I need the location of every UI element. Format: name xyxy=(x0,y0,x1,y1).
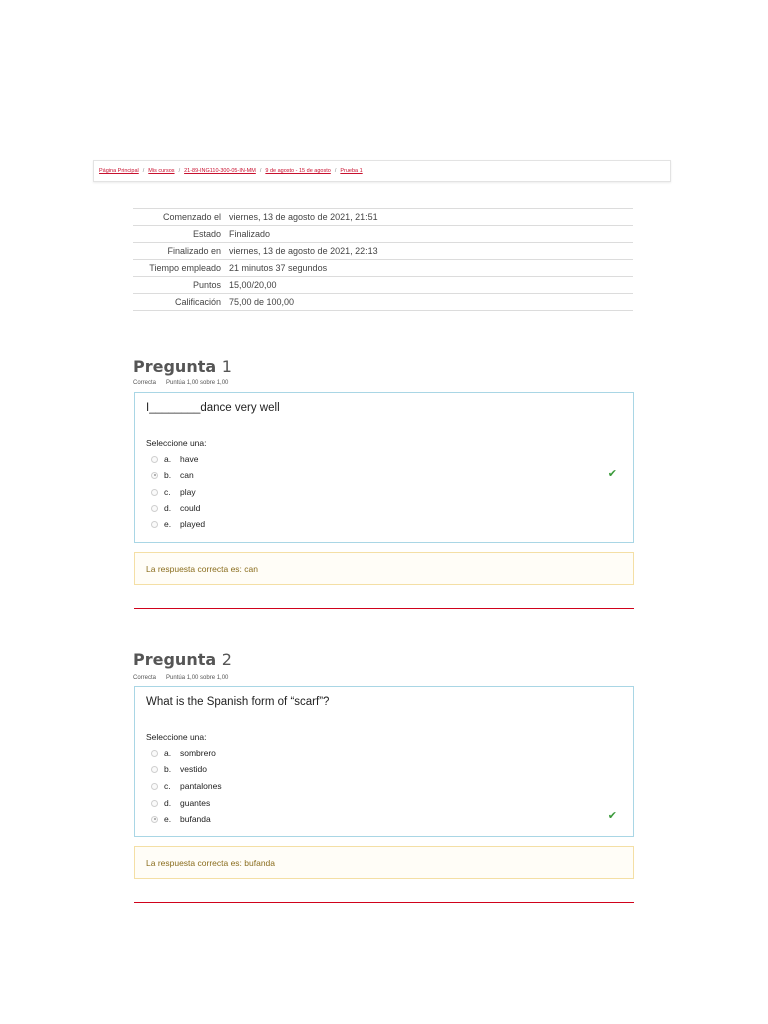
question-score: Puntúa 1,00 sobre 1,00 xyxy=(166,380,229,386)
option-label: guantes xyxy=(180,798,211,808)
summary-row-time-taken xyxy=(133,260,633,277)
question-score: Puntúa 1,00 sobre 1,00 xyxy=(166,675,229,681)
question-2-box xyxy=(134,686,634,837)
option-d[interactable] xyxy=(151,502,200,514)
breadcrumb-home-link[interactable]: Página Principal xyxy=(99,168,139,174)
option-letter: c. xyxy=(164,781,171,791)
breadcrumb-quiz-link[interactable]: Prueba 1 xyxy=(340,168,363,174)
question-title-word: Pregunta xyxy=(133,357,217,376)
summary-row-marks xyxy=(133,277,633,294)
summary-label: Estado xyxy=(192,229,221,239)
option-label: play xyxy=(180,487,196,497)
radio-button[interactable] xyxy=(151,750,158,757)
select-one-prompt: Seleccione una: xyxy=(146,438,207,448)
option-e[interactable] xyxy=(151,518,205,530)
summary-label: Finalizado en xyxy=(167,246,221,256)
question-2-status xyxy=(133,675,228,681)
summary-label: Calificación xyxy=(174,297,221,307)
option-label: pantalones xyxy=(180,781,222,791)
option-label: have xyxy=(180,454,199,464)
summary-row-started xyxy=(133,209,633,226)
option-label: bufanda xyxy=(180,814,211,824)
option-label: sombrero xyxy=(180,748,216,758)
question-state: Correcta xyxy=(133,380,157,386)
breadcrumb-my-courses-link[interactable]: Mis cursos xyxy=(148,168,175,174)
question-divider xyxy=(134,902,634,903)
question-text: What is the Spanish form of “scarf”? xyxy=(146,696,330,708)
summary-row-state xyxy=(133,226,633,243)
summary-value: 15,00/20,00 xyxy=(229,280,277,290)
radio-button[interactable] xyxy=(151,800,158,807)
radio-button[interactable] xyxy=(151,766,158,773)
question-number: 1 xyxy=(221,357,232,376)
correct-check-icon: ✔ xyxy=(607,810,617,822)
question-text: I________dance very well xyxy=(146,402,280,414)
question-1-title xyxy=(133,357,232,376)
radio-button[interactable] xyxy=(151,521,158,528)
breadcrumb xyxy=(93,160,671,182)
option-letter: d. xyxy=(164,503,172,513)
option-letter: b. xyxy=(164,470,172,480)
option-c[interactable] xyxy=(151,486,196,498)
summary-label: Tiempo empleado xyxy=(149,263,221,273)
radio-button-selected[interactable] xyxy=(151,472,158,479)
question-2-title xyxy=(133,650,232,669)
summary-row-grade xyxy=(133,294,633,311)
attempt-summary-table xyxy=(133,208,633,311)
radio-button-selected[interactable] xyxy=(151,816,158,823)
option-letter: e. xyxy=(164,519,172,529)
option-letter: d. xyxy=(164,798,172,808)
question-1-status xyxy=(133,380,228,386)
option-label: could xyxy=(180,503,201,513)
option-b[interactable] xyxy=(151,763,207,775)
option-letter: a. xyxy=(164,748,172,758)
radio-button[interactable] xyxy=(151,783,158,790)
question-divider xyxy=(134,608,634,609)
question-1-feedback: La respuesta correcta es: can xyxy=(134,552,634,585)
radio-button[interactable] xyxy=(151,505,158,512)
breadcrumb-separator: / xyxy=(334,168,337,174)
option-letter: c. xyxy=(164,487,171,497)
option-letter: a. xyxy=(164,454,172,464)
summary-value: 21 minutos 37 segundos xyxy=(229,263,328,273)
select-one-prompt: Seleccione una: xyxy=(146,732,207,742)
breadcrumb-separator: / xyxy=(178,168,181,174)
option-letter: e. xyxy=(164,814,172,824)
option-label: can xyxy=(180,470,194,480)
summary-value: viernes, 13 de agosto de 2021, 21:51 xyxy=(229,212,378,222)
correct-check-icon: ✔ xyxy=(607,468,617,480)
option-a[interactable] xyxy=(151,453,198,465)
breadcrumb-week-link[interactable]: 9 de agosto - 15 de agosto xyxy=(265,168,331,174)
radio-button[interactable] xyxy=(151,456,158,463)
option-b[interactable] xyxy=(151,469,194,481)
question-title-word: Pregunta xyxy=(133,650,217,669)
summary-value: Finalizado xyxy=(229,229,271,239)
question-state: Correcta xyxy=(133,675,157,681)
question-number: 2 xyxy=(221,650,232,669)
option-a[interactable] xyxy=(151,747,216,759)
radio-button[interactable] xyxy=(151,489,158,496)
option-letter: b. xyxy=(164,764,172,774)
breadcrumb-course-link[interactable]: 21-89-ING110-300-05-IN-MM xyxy=(184,168,256,174)
question-1-box xyxy=(134,392,634,543)
breadcrumb-separator: / xyxy=(142,168,145,174)
option-label: played xyxy=(180,519,206,529)
question-2-feedback: La respuesta correcta es: bufanda xyxy=(134,846,634,879)
option-label: vestido xyxy=(180,764,207,774)
breadcrumb-separator: / xyxy=(259,168,262,174)
summary-value: 75,00 de 100,00 xyxy=(229,297,295,307)
summary-label: Puntos xyxy=(192,280,221,290)
summary-value: viernes, 13 de agosto de 2021, 22:13 xyxy=(229,246,378,256)
summary-row-completed xyxy=(133,243,633,260)
option-c[interactable] xyxy=(151,780,222,792)
summary-label: Comenzado el xyxy=(162,212,221,222)
option-d[interactable] xyxy=(151,797,210,809)
option-e[interactable] xyxy=(151,813,211,825)
